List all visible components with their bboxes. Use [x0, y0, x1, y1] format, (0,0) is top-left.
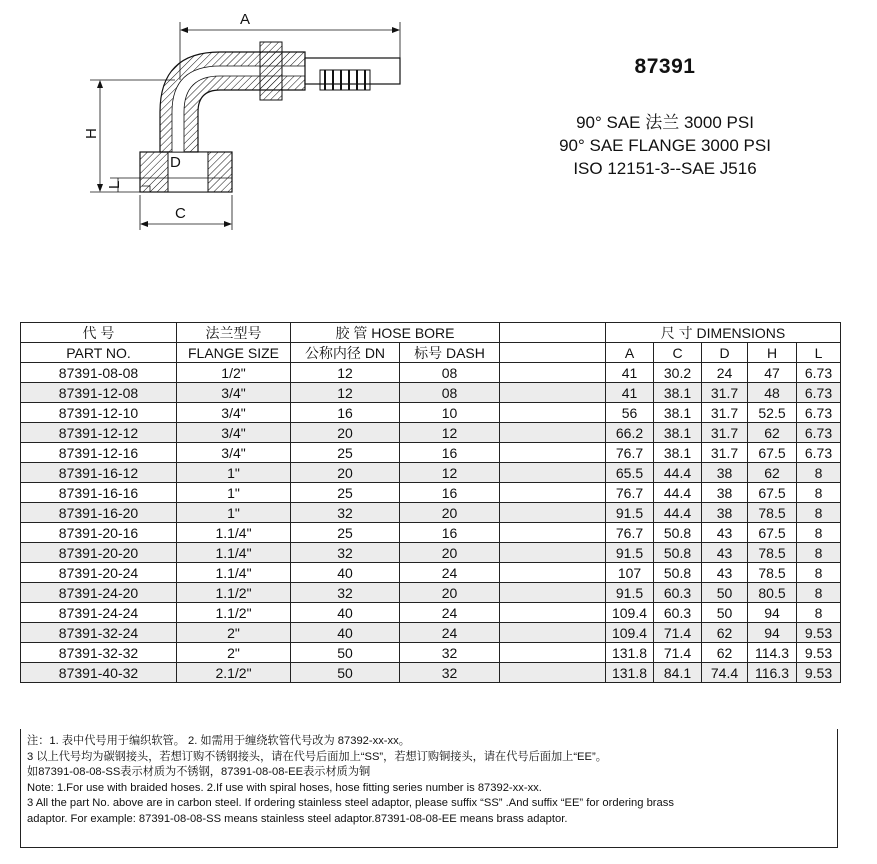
table-row: [21, 643, 841, 663]
cell-d: 62: [702, 643, 748, 663]
header-gap-2: [500, 343, 606, 363]
cell-part: 87391-32-24: [21, 623, 177, 643]
hose-tail: [305, 58, 400, 84]
cell-flange: 3/4": [177, 383, 291, 403]
cell-h: 47: [748, 363, 797, 383]
cell-a: 91.5: [606, 543, 654, 563]
cell-dash: 24: [400, 623, 500, 643]
cell-flange: 1/2": [177, 363, 291, 383]
table-row: [21, 383, 841, 403]
cell-part: 87391-16-20: [21, 503, 177, 523]
cell-d: 24: [702, 363, 748, 383]
cell-dash: 24: [400, 603, 500, 623]
cell-dn: 16: [291, 403, 400, 423]
cell-d: 31.7: [702, 443, 748, 463]
dim-c-label: C: [175, 205, 186, 222]
cell-part: 87391-32-32: [21, 643, 177, 663]
cell-dn: 20: [291, 423, 400, 443]
spec-line-en: 90° SAE FLANGE 3000 PSI: [559, 136, 771, 155]
cell-d: 38: [702, 503, 748, 523]
dim-h-label: H: [83, 128, 100, 139]
dim-a-label: A: [240, 11, 251, 28]
cell-a: 131.8: [606, 643, 654, 663]
gap-cell: [500, 423, 606, 443]
table-row: [21, 503, 841, 523]
cell-l: 9.53: [797, 643, 841, 663]
cell-c: 50.8: [654, 543, 702, 563]
cell-c: 50.8: [654, 523, 702, 543]
cell-d: 50: [702, 583, 748, 603]
cell-d: 62: [702, 623, 748, 643]
cell-h: 62: [748, 423, 797, 443]
cell-l: 6.73: [797, 383, 841, 403]
header-l: L: [797, 343, 841, 363]
cell-part: 87391-20-24: [21, 563, 177, 583]
cell-h: 80.5: [748, 583, 797, 603]
gap-cell: [500, 363, 606, 383]
table-row: [21, 423, 841, 443]
cell-flange: 1": [177, 503, 291, 523]
cell-part: 87391-16-12: [21, 463, 177, 483]
cell-d: 43: [702, 563, 748, 583]
cell-dn: 40: [291, 603, 400, 623]
header-flange-cn: 法兰型号: [177, 323, 291, 343]
cell-part: 87391-12-16: [21, 443, 177, 463]
table-row: [21, 583, 841, 603]
notes-box: [20, 729, 838, 848]
gap-cell: [500, 443, 606, 463]
cell-d: 43: [702, 543, 748, 563]
cell-l: 8: [797, 503, 841, 523]
gap-cell: [500, 603, 606, 623]
header-gap: [500, 323, 606, 343]
gap-cell: [500, 403, 606, 423]
part-number-title: 87391: [634, 55, 696, 78]
cell-h: 94: [748, 623, 797, 643]
cell-a: 76.7: [606, 443, 654, 463]
cell-l: 6.73: [797, 423, 841, 443]
header-hose-bore: 胶 管 HOSE BORE: [291, 323, 500, 343]
table-row: [21, 463, 841, 483]
cell-part: 87391-20-16: [21, 523, 177, 543]
cell-flange: 2": [177, 643, 291, 663]
cell-flange: 1.1/2": [177, 603, 291, 623]
cell-c: 84.1: [654, 663, 702, 683]
gap-cell: [500, 563, 606, 583]
cell-h: 67.5: [748, 483, 797, 503]
cell-dash: 20: [400, 583, 500, 603]
cell-a: 109.4: [606, 603, 654, 623]
header-part-cn: 代 号: [21, 323, 177, 343]
cell-dash: 20: [400, 543, 500, 563]
header-dn: 公称内径 DN: [291, 343, 400, 363]
cell-a: 91.5: [606, 503, 654, 523]
cell-dash: 12: [400, 423, 500, 443]
cell-part: 87391-12-08: [21, 383, 177, 403]
cell-h: 62: [748, 463, 797, 483]
cell-flange: 1": [177, 463, 291, 483]
dim-l-label: L: [106, 180, 123, 189]
cell-part: 87391-40-32: [21, 663, 177, 683]
gap-cell: [500, 483, 606, 503]
cell-part: 87391-12-12: [21, 423, 177, 443]
gap-cell: [500, 663, 606, 683]
cell-l: 8: [797, 543, 841, 563]
cell-part: 87391-08-08: [21, 363, 177, 383]
cell-dash: 08: [400, 363, 500, 383]
cell-l: 6.73: [797, 363, 841, 383]
cell-flange: 1.1/4": [177, 563, 291, 583]
cell-d: 31.7: [702, 383, 748, 403]
cell-dn: 32: [291, 583, 400, 603]
cell-a: 131.8: [606, 663, 654, 683]
cell-flange: 1.1/2": [177, 583, 291, 603]
header-a: A: [606, 343, 654, 363]
table-row: [21, 603, 841, 623]
cell-c: 38.1: [654, 443, 702, 463]
cell-dn: 50: [291, 643, 400, 663]
cell-c: 50.8: [654, 563, 702, 583]
table-row: [21, 563, 841, 583]
cell-dn: 50: [291, 663, 400, 683]
cell-c: 38.1: [654, 423, 702, 443]
cell-dash: 16: [400, 523, 500, 543]
cell-part: 87391-24-24: [21, 603, 177, 623]
cell-l: 6.73: [797, 403, 841, 423]
table-row: [21, 663, 841, 683]
gap-cell: [500, 523, 606, 543]
gap-cell: [500, 503, 606, 523]
cell-a: 66.2: [606, 423, 654, 443]
gap-cell: [500, 623, 606, 643]
cell-dn: 25: [291, 443, 400, 463]
dim-d-label: D: [170, 154, 181, 171]
cell-l: 8: [797, 483, 841, 503]
cell-a: 65.5: [606, 463, 654, 483]
header-d: D: [702, 343, 748, 363]
cell-d: 50: [702, 603, 748, 623]
header-dimensions: 尺 寸 DIMENSIONS: [606, 323, 841, 343]
cell-a: 76.7: [606, 483, 654, 503]
cell-a: 41: [606, 363, 654, 383]
spec-line-cn: 90° SAE 法兰 3000 PSI: [576, 113, 754, 132]
cell-a: 76.7: [606, 523, 654, 543]
cell-a: 107: [606, 563, 654, 583]
header-flange-size: FLANGE SIZE: [177, 343, 291, 363]
cell-dash: 16: [400, 483, 500, 503]
cell-h: 67.5: [748, 523, 797, 543]
cell-d: 31.7: [702, 423, 748, 443]
table-row: [21, 523, 841, 543]
cell-flange: 3/4": [177, 443, 291, 463]
cell-dn: 40: [291, 563, 400, 583]
cell-c: 44.4: [654, 463, 702, 483]
cell-c: 30.2: [654, 363, 702, 383]
cell-h: 116.3: [748, 663, 797, 683]
cell-flange: 1.1/4": [177, 543, 291, 563]
fitting-drawing: [80, 0, 410, 235]
cell-l: 9.53: [797, 623, 841, 643]
cell-l: 8: [797, 523, 841, 543]
cell-l: 8: [797, 603, 841, 623]
gap-cell: [500, 383, 606, 403]
header-dash: 标号 DASH: [400, 343, 500, 363]
cell-c: 44.4: [654, 503, 702, 523]
cell-a: 109.4: [606, 623, 654, 643]
gap-cell: [500, 463, 606, 483]
cell-flange: 3/4": [177, 403, 291, 423]
cell-dash: 32: [400, 663, 500, 683]
note-line: adaptor. For example: 87391-08-08-SS means stainless steel adaptor.87391-08-08-EE means brass adaptor.: [27, 812, 568, 825]
cell-l: 8: [797, 563, 841, 583]
cell-h: 52.5: [748, 403, 797, 423]
cell-c: 71.4: [654, 643, 702, 663]
cell-part: 87391-24-20: [21, 583, 177, 603]
cell-h: 78.5: [748, 543, 797, 563]
header-part-no: PART NO.: [21, 343, 177, 363]
cell-c: 38.1: [654, 403, 702, 423]
cell-c: 38.1: [654, 383, 702, 403]
cell-h: 67.5: [748, 443, 797, 463]
cell-d: 43: [702, 523, 748, 543]
cell-part: 87391-12-10: [21, 403, 177, 423]
cell-d: 38: [702, 483, 748, 503]
note-line: 3 以上代号均为碳钢接头，若想订购不锈钢接头，请在代号后面加上“SS”，若想订购铜接头，请在代号后面加上“EE”。: [27, 750, 607, 763]
table-row: [21, 623, 841, 643]
cell-dn: 25: [291, 483, 400, 503]
cell-dn: 12: [291, 383, 400, 403]
cell-dash: 32: [400, 643, 500, 663]
cell-l: 9.53: [797, 663, 841, 683]
cell-flange: 1.1/4": [177, 523, 291, 543]
cell-part: 87391-20-20: [21, 543, 177, 563]
note-line: 如87391-08-08-SS表示材质为不锈钢，87391-08-08-EE表示材质为铜: [27, 766, 371, 778]
cell-dash: 20: [400, 503, 500, 523]
cell-dash: 12: [400, 463, 500, 483]
cell-c: 71.4: [654, 623, 702, 643]
cell-dash: 08: [400, 383, 500, 403]
cell-a: 56: [606, 403, 654, 423]
cell-dn: 40: [291, 623, 400, 643]
title-block: [500, 55, 830, 180]
cell-a: 91.5: [606, 583, 654, 603]
cell-flange: 1": [177, 483, 291, 503]
cell-l: 8: [797, 463, 841, 483]
cell-h: 48: [748, 383, 797, 403]
cell-d: 74.4: [702, 663, 748, 683]
table-row: [21, 543, 841, 563]
cell-dn: 32: [291, 503, 400, 523]
cell-h: 78.5: [748, 503, 797, 523]
cell-c: 44.4: [654, 483, 702, 503]
cell-part: 87391-16-16: [21, 483, 177, 503]
cell-a: 41: [606, 383, 654, 403]
cell-h: 114.3: [748, 643, 797, 663]
cell-l: 8: [797, 583, 841, 603]
gap-cell: [500, 643, 606, 663]
cell-flange: 2": [177, 623, 291, 643]
table-row: [21, 443, 841, 463]
note-line: 3 All the part No. above are in carbon steel. If ordering stainless steel adaptor, please suffix “SS” .And suffix “EE” for ordering brass: [27, 797, 674, 809]
cell-c: 60.3: [654, 583, 702, 603]
table-row: [21, 483, 841, 503]
cell-d: 38: [702, 463, 748, 483]
table-row: [21, 403, 841, 423]
cell-dash: 16: [400, 443, 500, 463]
cell-flange: 2.1/2": [177, 663, 291, 683]
cell-flange: 3/4": [177, 423, 291, 443]
header-c: C: [654, 343, 702, 363]
cell-dash: 10: [400, 403, 500, 423]
note-line: 注：1. 表中代号用于编织软管。 2. 如需用于缠绕软管代号改为 87392-xx-xx。: [27, 735, 410, 747]
cell-dash: 24: [400, 563, 500, 583]
cell-dn: 12: [291, 363, 400, 383]
spec-line-standard: ISO 12151-3--SAE J516: [573, 159, 757, 178]
cell-dn: 32: [291, 543, 400, 563]
gap-cell: [500, 543, 606, 563]
note-line: Note: 1.For use with braided hoses. 2.If use with spiral hoses, hose fitting series number is 87392-xx-xx.: [27, 781, 542, 794]
spec-table: [20, 322, 841, 683]
cell-d: 31.7: [702, 403, 748, 423]
gap-cell: [500, 583, 606, 603]
cell-h: 94: [748, 603, 797, 623]
cell-l: 6.73: [797, 443, 841, 463]
cell-dn: 25: [291, 523, 400, 543]
cell-dn: 20: [291, 463, 400, 483]
table-row: [21, 363, 841, 383]
cell-h: 78.5: [748, 563, 797, 583]
header-h: H: [748, 343, 797, 363]
cell-c: 60.3: [654, 603, 702, 623]
